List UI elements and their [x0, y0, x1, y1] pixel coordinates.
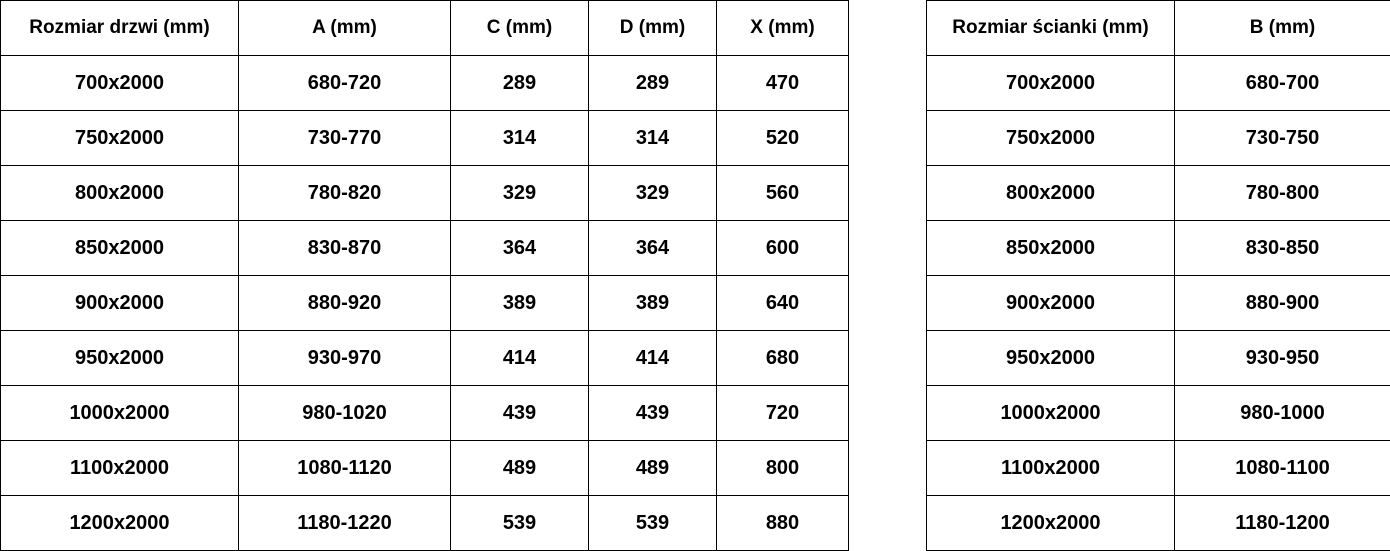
cell-a: 930-970 — [239, 331, 451, 386]
column-header-door-size: Rozmiar drzwi (mm) — [1, 1, 239, 56]
cell-b: 830-850 — [1175, 221, 1390, 276]
cell-d: 414 — [589, 331, 717, 386]
cell-d: 314 — [589, 111, 717, 166]
cell-b: 880-900 — [1175, 276, 1390, 331]
table-header-row — [927, 1, 1390, 56]
column-header-wall-size: Rozmiar ścianki (mm) — [927, 1, 1175, 56]
column-header-d: D (mm) — [589, 1, 717, 56]
table-row — [927, 496, 1390, 551]
cell-a: 980-1020 — [239, 386, 451, 441]
table-row — [927, 331, 1390, 386]
wall-sizes-table-container — [926, 0, 1390, 551]
cell-c: 364 — [451, 221, 589, 276]
cell-d: 389 — [589, 276, 717, 331]
table-row — [1, 331, 849, 386]
cell-x: 470 — [717, 56, 849, 111]
cell-d: 329 — [589, 166, 717, 221]
table-row — [927, 441, 1390, 496]
cell-d: 489 — [589, 441, 717, 496]
cell-b: 930-950 — [1175, 331, 1390, 386]
cell-a: 780-820 — [239, 166, 451, 221]
table-row — [1, 386, 849, 441]
cell-door-size: 700x2000 — [1, 56, 239, 111]
cell-b: 1180-1200 — [1175, 496, 1390, 551]
column-header-c: C (mm) — [451, 1, 589, 56]
cell-a: 1180-1220 — [239, 496, 451, 551]
column-header-a: A (mm) — [239, 1, 451, 56]
cell-door-size: 1200x2000 — [1, 496, 239, 551]
cell-x: 880 — [717, 496, 849, 551]
cell-x: 520 — [717, 111, 849, 166]
cell-wall-size: 900x2000 — [927, 276, 1175, 331]
cell-c: 389 — [451, 276, 589, 331]
table-row — [1, 221, 849, 276]
cell-wall-size: 1200x2000 — [927, 496, 1175, 551]
table-row — [927, 166, 1390, 221]
table-row — [1, 441, 849, 496]
table-row — [1, 56, 849, 111]
cell-a: 1080-1120 — [239, 441, 451, 496]
cell-c: 329 — [451, 166, 589, 221]
table-row — [1, 111, 849, 166]
cell-b: 680-700 — [1175, 56, 1390, 111]
table-row — [927, 221, 1390, 276]
cell-d: 439 — [589, 386, 717, 441]
cell-d: 539 — [589, 496, 717, 551]
cell-b: 1080-1100 — [1175, 441, 1390, 496]
cell-wall-size: 1000x2000 — [927, 386, 1175, 441]
cell-b: 780-800 — [1175, 166, 1390, 221]
column-header-b: B (mm) — [1175, 1, 1390, 56]
table-row — [927, 276, 1390, 331]
cell-c: 489 — [451, 441, 589, 496]
wall-sizes-table — [926, 0, 1390, 551]
column-header-x: X (mm) — [717, 1, 849, 56]
cell-c: 414 — [451, 331, 589, 386]
table-row — [927, 111, 1390, 166]
cell-door-size: 900x2000 — [1, 276, 239, 331]
table-row — [1, 496, 849, 551]
cell-x: 680 — [717, 331, 849, 386]
cell-door-size: 750x2000 — [1, 111, 239, 166]
cell-wall-size: 950x2000 — [927, 331, 1175, 386]
cell-b: 980-1000 — [1175, 386, 1390, 441]
cell-a: 830-870 — [239, 221, 451, 276]
cell-d: 364 — [589, 221, 717, 276]
cell-x: 720 — [717, 386, 849, 441]
cell-wall-size: 800x2000 — [927, 166, 1175, 221]
table-row — [1, 166, 849, 221]
cell-door-size: 950x2000 — [1, 331, 239, 386]
cell-c: 289 — [451, 56, 589, 111]
cell-wall-size: 850x2000 — [927, 221, 1175, 276]
cell-c: 439 — [451, 386, 589, 441]
cell-door-size: 1100x2000 — [1, 441, 239, 496]
cell-x: 600 — [717, 221, 849, 276]
cell-a: 880-920 — [239, 276, 451, 331]
cell-door-size: 850x2000 — [1, 221, 239, 276]
table-row — [927, 386, 1390, 441]
cell-c: 539 — [451, 496, 589, 551]
cell-x: 560 — [717, 166, 849, 221]
cell-wall-size: 1100x2000 — [927, 441, 1175, 496]
cell-c: 314 — [451, 111, 589, 166]
cell-a: 680-720 — [239, 56, 451, 111]
cell-wall-size: 750x2000 — [927, 111, 1175, 166]
table-row — [927, 56, 1390, 111]
cell-door-size: 1000x2000 — [1, 386, 239, 441]
cell-a: 730-770 — [239, 111, 451, 166]
cell-d: 289 — [589, 56, 717, 111]
table-header-row — [1, 1, 849, 56]
cell-b: 730-750 — [1175, 111, 1390, 166]
cell-x: 800 — [717, 441, 849, 496]
cell-x: 640 — [717, 276, 849, 331]
cell-door-size: 800x2000 — [1, 166, 239, 221]
table-row — [1, 276, 849, 331]
cell-wall-size: 700x2000 — [927, 56, 1175, 111]
